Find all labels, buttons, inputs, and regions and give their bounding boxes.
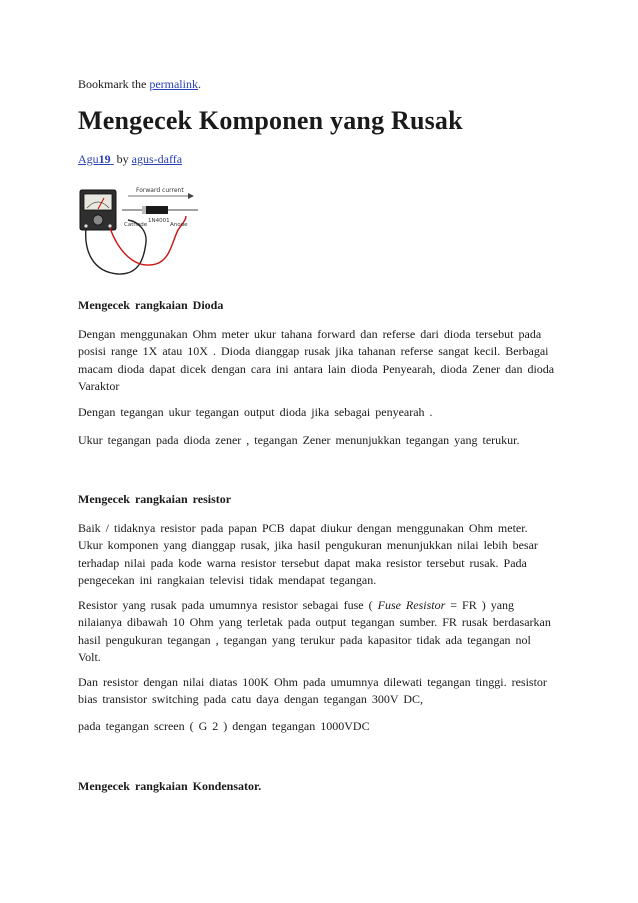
post-by: by xyxy=(113,152,132,166)
paragraph-resistor-2-a: Resistor yang rusak pada umumnya resistor sebagai fuse ( xyxy=(78,598,378,612)
section-heading-resistor: Mengecek rangkaian resistor xyxy=(78,492,232,506)
post-date-link[interactable] xyxy=(78,152,114,166)
probe-socket-red xyxy=(108,224,111,227)
bookmark-suffix: . xyxy=(197,77,201,91)
diode-band xyxy=(142,206,146,214)
figure-label-cathode: Cathode xyxy=(124,222,148,228)
bookmark-line xyxy=(78,77,201,92)
paragraph-resistor-4: pada tegangan screen ( G 2 ) dengan tegangan 1000VDC xyxy=(78,719,370,733)
multimeter-diode-figure xyxy=(78,180,202,283)
paragraph-resistor-3: Dan resistor dengan nilai diatas 100K Ohm pada umumnya dilewati tegangan tinggi. resistor bias transistor switching pada catu daya dengan tegangan 300V DC, xyxy=(78,675,547,707)
paragraph-resistor-1: Baik / tidaknya resistor pada papan PCB dapat diukur dengan menggunakan Ohm meter. Ukur komponen yang dianggap rusak, jika hasil pengukuran menunjukkan nilai lebih besar terhadap nilai pada kode warna resistor tersebut dapat maka resistor tersebut rusak. Pada pengecekan ini rangkaian televisi tidak mendapat tegangan. xyxy=(78,521,538,587)
paragraph-resistor-2-b: = FR ) yang nilaianya dibawah 10 Ohm yang terletak pada output tegangan sumber. FR rusak berdasarkan hasil pengukuran tegangan , tegangan yang terukur pada kapasitor tidak ada tegangan nol Volt. xyxy=(78,598,551,664)
post-date-day: 19 xyxy=(98,152,111,166)
figure-label-forward: Forward current xyxy=(136,187,184,194)
author-link[interactable]: agus-daffa xyxy=(131,152,183,166)
section-heading-dioda: Mengecek rangkaian Dioda xyxy=(78,298,224,312)
figure-label-part: 1N4001 xyxy=(148,218,170,224)
post-date-month: Agu xyxy=(78,152,99,166)
paragraph-dioda-3: Ukur tegangan pada dioda zener , tegangan Zener menunjukkan tegangan yang terukur. xyxy=(78,433,520,447)
probe-socket-black xyxy=(84,224,87,227)
range-knob xyxy=(93,215,103,225)
permalink-link[interactable]: permalink xyxy=(149,77,198,91)
paragraph-resistor-2 xyxy=(78,597,556,666)
bookmark-prefix: Bookmark the xyxy=(78,77,150,91)
paragraph-dioda-1: Dengan menggunakan Ohm meter ukur tahana forward dan referse dari dioda tersebut pada posisi range 1X atau 10X . Dioda dianggap rusak jika tahanan referse sangat kecil. Berbagai macam dioda dapat dicek dengan cara ini antara lain dioda Penyearah, dioda Zener dan dioda Varaktor xyxy=(78,327,555,393)
fuse-resistor-term: Fuse Resistor xyxy=(377,598,446,612)
figure-label-anode: Anode xyxy=(170,222,188,228)
post-title: Mengecek Komponen yang Rusak xyxy=(78,106,463,135)
post-meta xyxy=(78,152,182,167)
paragraph-dioda-2: Dengan tegangan ukur tegangan output dioda jika sebagai penyearah . xyxy=(78,405,433,419)
section-heading-kondensator: Mengecek rangkaian Kondensator. xyxy=(78,779,262,793)
